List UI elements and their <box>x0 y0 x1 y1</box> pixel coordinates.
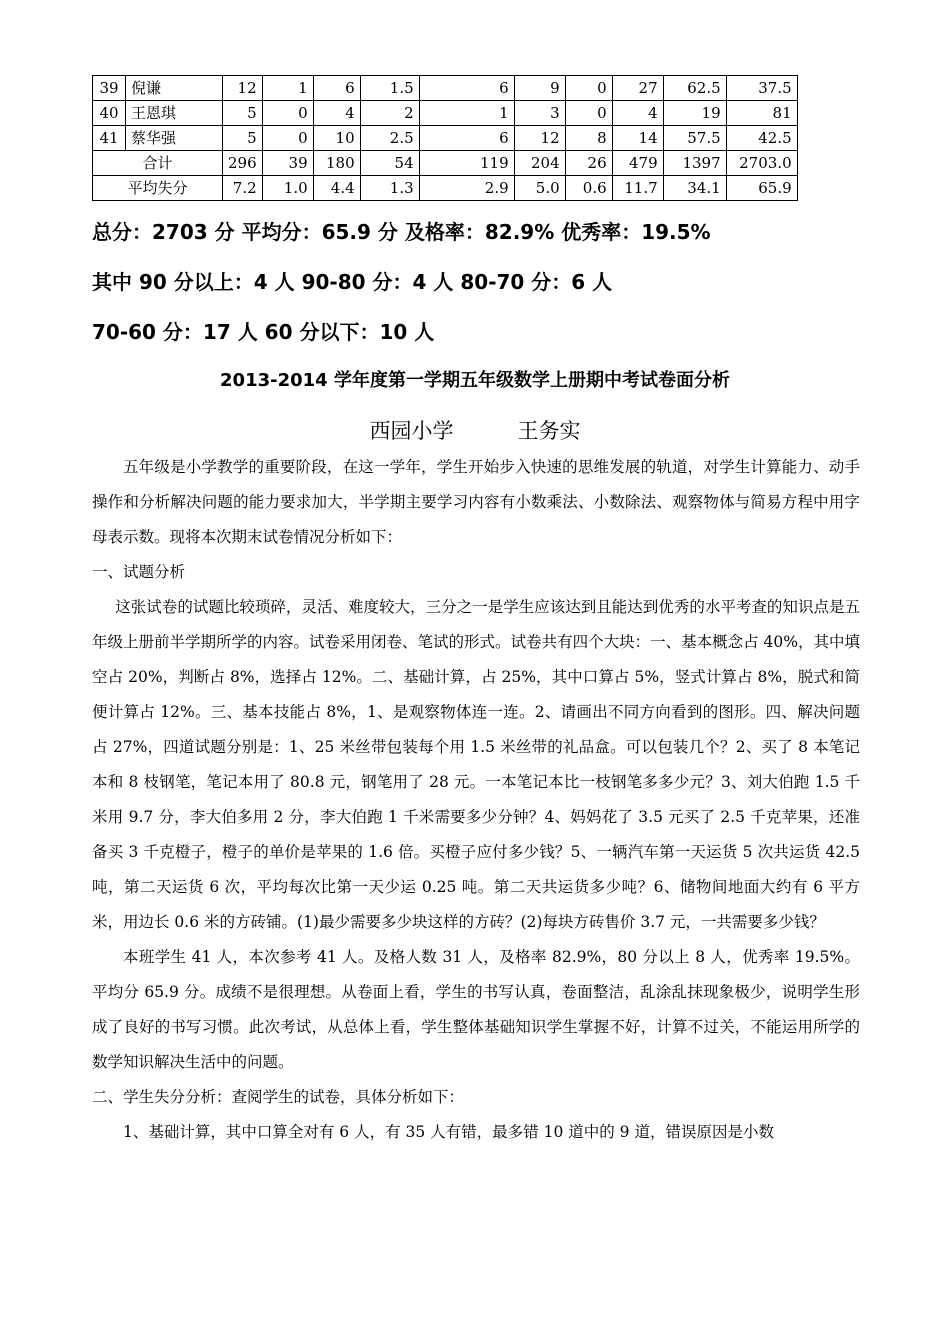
table-cell: 296 <box>223 151 263 176</box>
table-cell: 27 <box>612 76 663 101</box>
author-name: 王务实 <box>517 419 581 443</box>
table-cell: 14 <box>612 126 663 151</box>
student-name: 倪谦 <box>126 76 223 101</box>
total-label: 合计 <box>93 151 223 176</box>
table-cell: 0 <box>565 76 612 101</box>
table-cell: 2.5 <box>360 126 419 151</box>
summary-line-1: 总分：2703 分 平均分：65.9 分 及格率：82.9% 优秀率：19.5% <box>92 220 711 244</box>
table-cell: 0 <box>262 126 313 151</box>
table-cell: 34.1 <box>663 176 726 201</box>
table-cell: 57.5 <box>663 126 726 151</box>
table-cell: 65.9 <box>726 176 797 201</box>
paragraph-intro: 五年级是小学教学的重要阶段，在这一学年，学生开始步入快速的思维发展的轨道，对学生计算能力、动手操作和分析解决问题的能力要求加大，半学期主要学习内容有小数乘法、小数除法、观察物体与简易方程中用字母表示数。现将本次期末试卷情况分析如下： <box>92 458 860 546</box>
table-cell: 2703.0 <box>726 151 797 176</box>
table-cell: 54 <box>360 151 419 176</box>
table-cell: 19 <box>663 101 726 126</box>
table-cell: 5 <box>223 101 263 126</box>
table-cell: 3 <box>514 101 565 126</box>
table-cell: 1397 <box>663 151 726 176</box>
table-cell: 180 <box>313 151 360 176</box>
table-cell: 39 <box>262 151 313 176</box>
summary-line-3: 70-60 分：17 人 60 分以下：10 人 <box>92 320 435 344</box>
paragraph-analysis: 这张试卷的试题比较琐碎，灵活、难度较大，三分之一是学生应该达到且能达到优秀的水平考查的知识点是五年级上册前半学期所学的内容。试卷采用闭卷、笔试的形式。试卷共有四个大块：一、基本概念占 40%，其中填空占 20%，判断占 8%，选择占 12%。二、基础计算，占 25%，其中口算占 5%，竖式计算占 8%，脱式和简便计算占 12%。三、基本技能占 8%，1、是观察物体连一连。2、请画出不同方向看到的图形。四、解决问题占 27%，四道试题分别是：1、25 米丝带包装每个用 1.5 米丝带的礼品盒。可以包装几个？2、买了 8 本笔记本和 8 枝钢笔，笔记本用了 80.8 元，钢笔用了 28 元。一本笔记本比一枝钢笔多多少元？3、刘大伯跑 1.5 千米用 9.7 分，李大伯多用 2 分，李大伯跑 1 千米需要多少分钟？4、妈妈花了 3.5 元买了 2.5 千克苹果，还准备买 3 千克橙子，橙子的单价是苹果的 1.6 倍。买橙子应付多少钱？5、一辆汽车第一天运货 5 次共运货 42.5 吨，第二天运货 6 次，平均每次比第一天少运 0.25 吨。第二天共运货多少吨？6、储物间地面大约有 6 平方米，用边长 0.6 米的方砖铺。(1)最少需要多少块这样的方砖？(2)每块方砖售价 3.7 元，一共需要多少钱？ <box>92 598 860 931</box>
table-cell: 4.4 <box>313 176 360 201</box>
row-number: 39 <box>93 76 126 101</box>
table-cell: 5 <box>223 126 263 151</box>
section-heading-2: 二、学生失分分析：查阅学生的试卷，具体分析如下： <box>92 1088 465 1106</box>
table-cell: 0 <box>262 101 313 126</box>
table-cell: 6 <box>419 76 514 101</box>
table-cell: 2 <box>360 101 419 126</box>
table-cell: 1 <box>262 76 313 101</box>
paragraph-calculation: 1、基础计算，其中口算全对有 6 人，有 35 人有错，最多错 10 道中的 9 道，错误原因是小数 <box>123 1123 774 1141</box>
score-table <box>92 75 798 201</box>
average-row <box>93 176 798 201</box>
table-cell: 37.5 <box>726 76 797 101</box>
table-cell: 81 <box>726 101 797 126</box>
row-number: 40 <box>93 101 126 126</box>
table-row <box>93 101 798 126</box>
section-heading-1: 一、试题分析 <box>92 563 186 581</box>
table-cell: 9 <box>514 76 565 101</box>
table-cell: 6 <box>419 126 514 151</box>
table-cell: 119 <box>419 151 514 176</box>
table-cell: 12 <box>223 76 263 101</box>
table-cell: 42.5 <box>726 126 797 151</box>
table-cell: 1.0 <box>262 176 313 201</box>
row-number: 41 <box>93 126 126 151</box>
summary-line-2: 其中 90 分以上：4 人 90-80 分：4 人 80-70 分：6 人 <box>92 270 613 294</box>
table-cell: 479 <box>612 151 663 176</box>
page-title: 2013-2014 学年度第一学期五年级数学上册期中考试卷面分析 <box>220 370 730 391</box>
table-cell: 1 <box>419 101 514 126</box>
table-cell: 0 <box>565 101 612 126</box>
table-cell: 10 <box>313 126 360 151</box>
table-cell: 5.0 <box>514 176 565 201</box>
average-label: 平均失分 <box>93 176 223 201</box>
table-cell: 8 <box>565 126 612 151</box>
author-line <box>92 415 858 445</box>
table-cell: 4 <box>313 101 360 126</box>
school-name: 西园小学 <box>369 419 454 443</box>
table-cell: 204 <box>514 151 565 176</box>
table-cell: 6 <box>313 76 360 101</box>
table-row <box>93 76 798 101</box>
table-cell: 26 <box>565 151 612 176</box>
table-cell: 7.2 <box>223 176 263 201</box>
table-cell: 4 <box>612 101 663 126</box>
student-name: 蔡华强 <box>126 126 223 151</box>
table-cell: 2.9 <box>419 176 514 201</box>
student-name: 王恩琪 <box>126 101 223 126</box>
total-row <box>93 151 798 176</box>
table-cell: 62.5 <box>663 76 726 101</box>
paragraph-results: 本班学生 41 人，本次参考 41 人。及格人数 31 人，及格率 82.9%，80 分以上 8 人，优秀率 19.5%。平均分 65.9 分。成绩不是很理想。从卷面上看，学生的书写认真，卷面整洁，乱涂乱抹现象极少，说明学生形成了良好的书写习惯。此次考试，从总体上看，学生整体基础知识学生掌握不好，计算不过关，不能运用所学的数学知识解决生活中的问题。 <box>92 948 860 1071</box>
article-body <box>92 450 860 1150</box>
table-cell: 11.7 <box>612 176 663 201</box>
table-cell: 0.6 <box>565 176 612 201</box>
table-cell: 1.3 <box>360 176 419 201</box>
table-cell: 1.5 <box>360 76 419 101</box>
table-row <box>93 126 798 151</box>
table-cell: 12 <box>514 126 565 151</box>
